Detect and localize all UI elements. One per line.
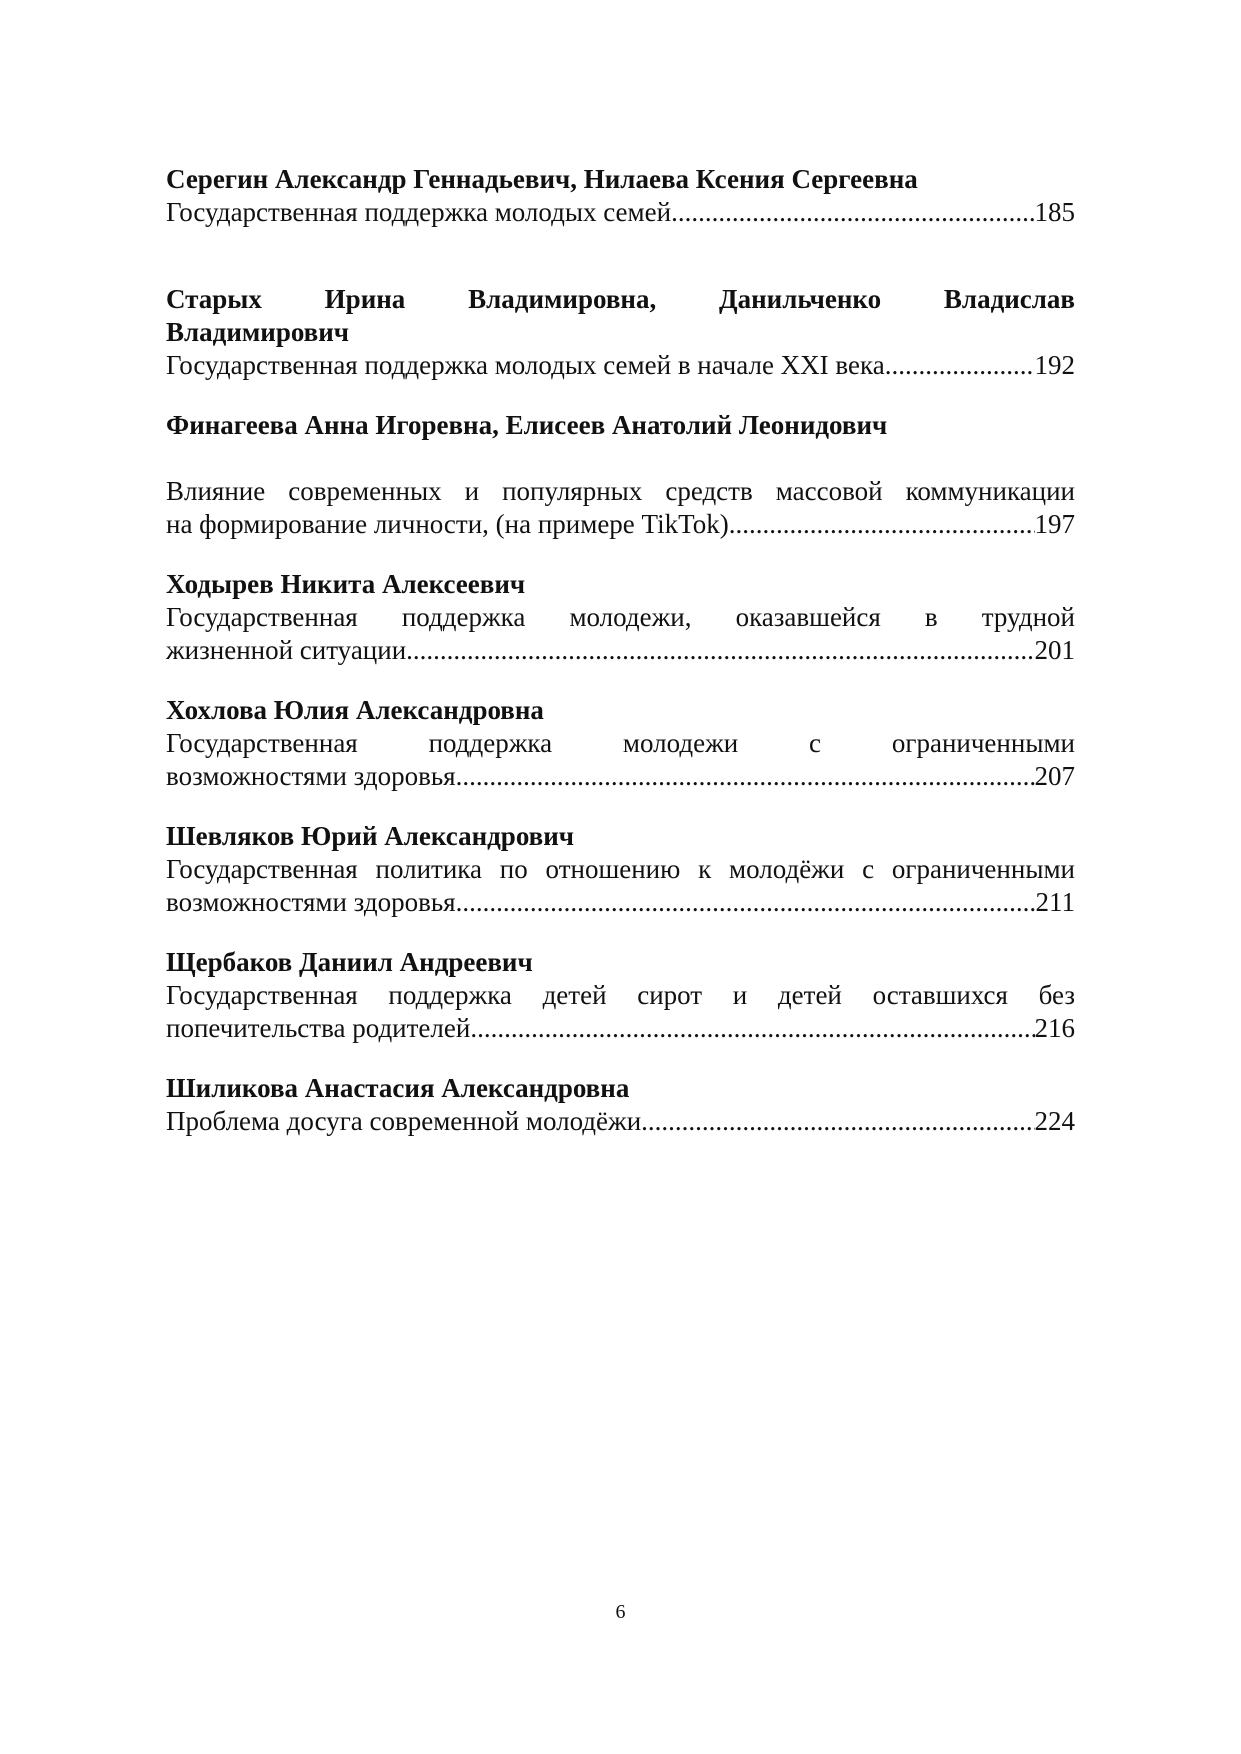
- toc-author: Щербаков Даниил Андреевич: [166, 947, 533, 977]
- toc-entry: [166, 1072, 1075, 1138]
- page-number: 6: [615, 1601, 626, 1623]
- toc-author: Хохлова Юлия Александровна: [166, 695, 544, 725]
- toc-title: Государственная политика по отношению к молодёжи с ограниченными: [166, 854, 1075, 884]
- toc-page-number: 185: [1034, 197, 1075, 227]
- toc-title-line: [166, 1105, 1075, 1138]
- dot-leader: [456, 886, 1036, 919]
- toc-page-number: 216: [1034, 1013, 1075, 1043]
- toc-author: Шиликова Анастасия Александровна: [166, 1073, 630, 1103]
- toc-title-line: [166, 634, 1075, 667]
- toc-page-number: 192: [1034, 350, 1075, 380]
- dot-leader: [470, 1012, 1034, 1045]
- toc-title: Государственная поддержка молодых семей в начале XXI века: [166, 350, 885, 380]
- toc-title-line: [166, 886, 1075, 919]
- toc-entry: [166, 409, 1075, 541]
- toc-author: Серегин Александр Геннадьевич, Нилаева Ксения Сергеевна: [166, 164, 918, 194]
- table-of-contents: [166, 163, 1075, 1138]
- toc-title-continued: попечительства родителей: [166, 1013, 471, 1043]
- toc-entry: [166, 694, 1075, 793]
- toc-entry: [166, 946, 1075, 1045]
- toc-entry: [166, 568, 1075, 667]
- dot-leader: [671, 196, 1034, 229]
- dot-leader: [885, 349, 1035, 382]
- toc-title: Государственная поддержка молодежи с ограниченными: [166, 728, 1075, 758]
- toc-title-continued: возможностями здоровья: [166, 887, 456, 917]
- toc-entry: [166, 820, 1075, 919]
- dot-leader: [456, 760, 1035, 793]
- toc-title: Влияние современных и популярных средств массовой коммуникации: [166, 476, 1075, 506]
- toc-title-line: [166, 760, 1075, 793]
- toc-title: Проблема досуга современной молодёжи: [166, 1106, 642, 1136]
- toc-entry: [166, 163, 1075, 229]
- toc-title-line: [166, 1012, 1075, 1045]
- toc-title-line: [166, 196, 1075, 229]
- toc-title-line: [166, 508, 1075, 541]
- toc-title: Государственная поддержка детей сирот и детей оставшихся без: [166, 980, 1075, 1010]
- toc-title: Государственная поддержка молодых семей: [166, 197, 672, 227]
- toc-title-continued: возможностями здоровья: [166, 761, 456, 791]
- toc-author: Ходырев Никита Алексеевич: [166, 569, 526, 599]
- toc-title-continued: на формирование личности, (на примере TikTok): [166, 509, 729, 539]
- toc-author: Старых Ирина Владимировна, Данильченко Владислав: [166, 284, 1075, 314]
- toc-author-continued: Владимирович: [166, 317, 350, 347]
- dot-leader: [641, 1105, 1034, 1138]
- toc-title-line: [166, 349, 1075, 382]
- toc-author: Финагеева Анна Игоревна, Елисеев Анатолий Леонидович: [166, 410, 888, 440]
- toc-title-continued: жизненной ситуации: [166, 635, 407, 665]
- dot-leader: [406, 634, 1034, 667]
- toc-page-number: 207: [1034, 761, 1075, 791]
- toc-page-number: 211: [1035, 887, 1075, 917]
- toc-page-number: 201: [1034, 635, 1075, 665]
- dot-leader: [729, 508, 1035, 541]
- toc-entry: [166, 283, 1075, 382]
- toc-title: Государственная поддержка молодежи, оказавшейся в трудной: [166, 602, 1075, 632]
- toc-author: Шевляков Юрий Александрович: [166, 821, 575, 851]
- toc-page-number: 197: [1034, 509, 1075, 539]
- toc-page-number: 224: [1034, 1106, 1075, 1136]
